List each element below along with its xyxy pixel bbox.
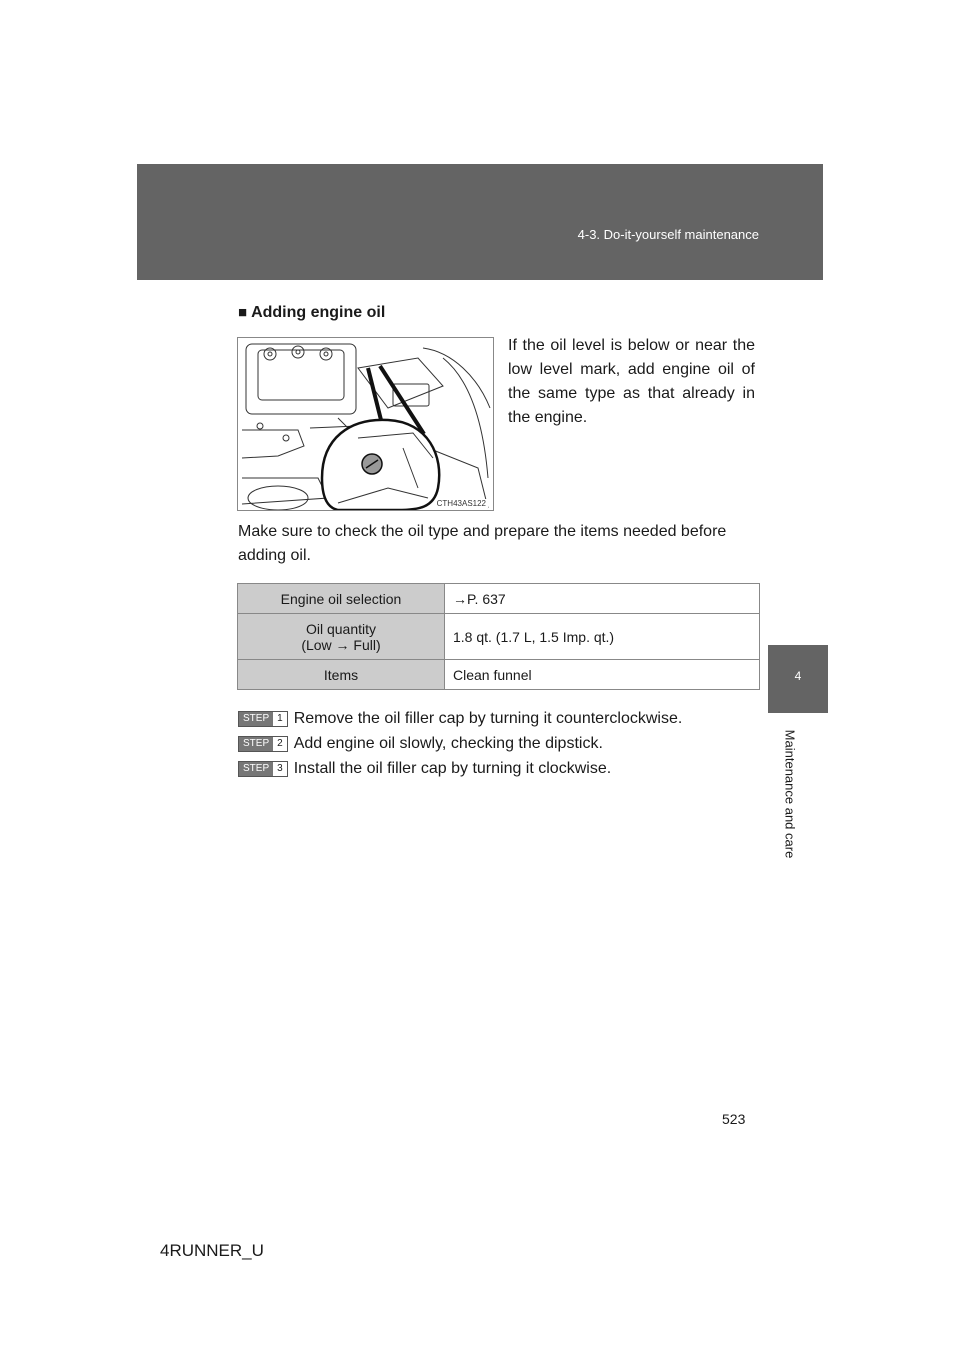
row-value: Clean funnel (445, 660, 760, 690)
page-number: 523 (722, 1111, 746, 1127)
step-item (238, 731, 682, 756)
table-row (238, 614, 760, 660)
footer-model-code: 4RUNNER_U (160, 1241, 264, 1260)
step-item (238, 756, 682, 781)
oil-spec-table (237, 583, 760, 690)
chapter-tab (768, 645, 828, 713)
step-list (238, 706, 682, 781)
step-badge-number: 2 (273, 737, 287, 751)
step-badge (238, 736, 288, 752)
row-value: 1.8 qt. (1.7 L, 1.5 Imp. qt.) (445, 614, 760, 660)
step-badge (238, 761, 288, 777)
table-row (238, 660, 760, 690)
row-label: Engine oil selection (238, 584, 445, 614)
figure-code: CTH43AS122 (436, 499, 486, 508)
body-paragraph: Make sure to check the oil type and prepare the items needed before adding oil. (238, 523, 727, 564)
engine-bay-drawing (238, 338, 493, 510)
row-label: Items (238, 660, 445, 690)
table-row (238, 584, 760, 614)
step-badge (238, 711, 288, 727)
step-badge-number: 1 (273, 712, 287, 726)
step-text: Add engine oil slowly, checking the dipstick. (293, 734, 603, 752)
step-badge-label: STEP (239, 737, 273, 751)
step-badge-label: STEP (239, 712, 273, 726)
row-label-line: Oil quantity (305, 620, 377, 637)
chapter-title-vertical (779, 720, 801, 868)
row-value: →P. 637 (445, 584, 760, 614)
row-label-line: (Low → Full) (301, 636, 381, 653)
intro-paragraph: If the oil level is below or near the low level mark, add engine oil of the same type as that already in the engine. (508, 337, 755, 426)
step-item (238, 706, 682, 731)
row-label (238, 614, 445, 660)
step-badge-number: 3 (273, 762, 287, 776)
header-section-title: 4-3. Do-it-yourself maintenance (577, 227, 759, 242)
engine-oil-filler-illustration (237, 337, 494, 511)
chapter-title: Maintenance and care (782, 729, 798, 859)
step-text: Install the oil filler cap by turning it clockwise. (293, 759, 612, 777)
heading-bullet: ■ (238, 304, 248, 321)
header-band (137, 164, 823, 280)
section-heading (238, 304, 385, 322)
step-badge-label: STEP (239, 762, 273, 776)
chapter-number: 4 (794, 669, 802, 683)
step-text: Remove the oil filler cap by turning it counterclockwise. (293, 709, 683, 727)
section-title: Adding engine oil (251, 304, 386, 321)
